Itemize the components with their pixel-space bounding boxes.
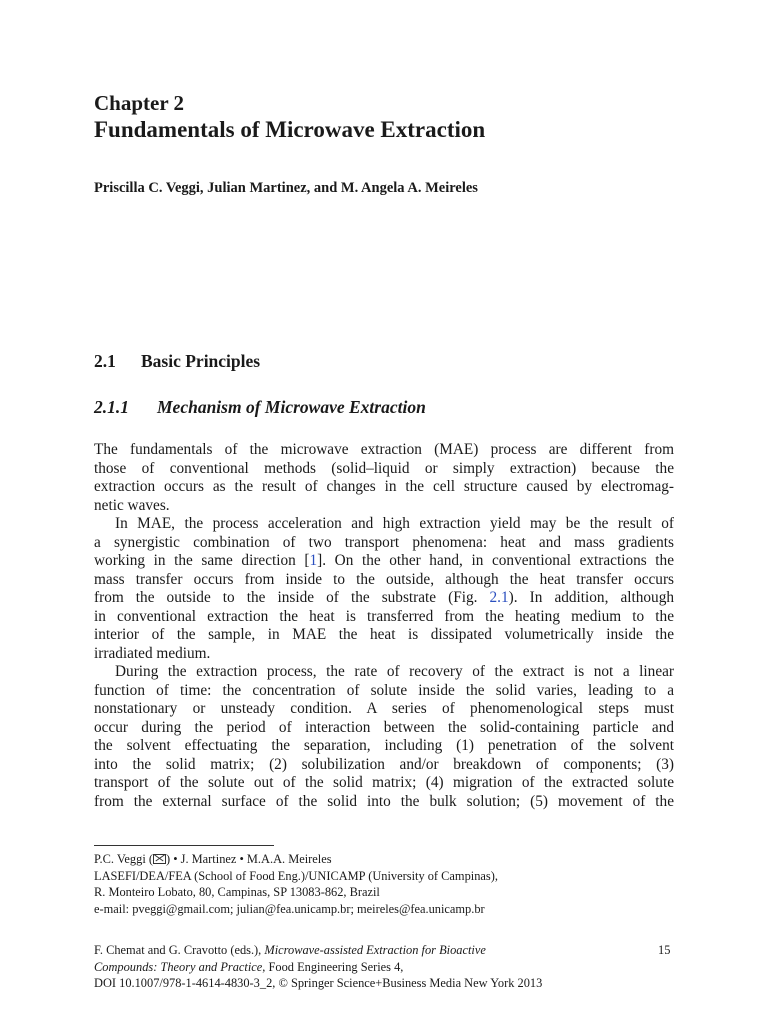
text-line: irradiated medium. bbox=[94, 644, 211, 662]
text-line: from the external surface of the solid into the bulk solution; (5) movement of the bbox=[94, 792, 674, 810]
citation-line: Compounds: Theory and Practice, Food Engineering Series 4, bbox=[94, 959, 404, 974]
footnote-line: P.C. Veggi ( ) • J. Martinez • M.A.A. Meireles bbox=[94, 852, 332, 866]
citation-doi: DOI 10.1007/978-1-4614-4830-3_2, © Springer Science+Business Media New York 2013 bbox=[94, 976, 543, 990]
subsection-title: Mechanism of Microwave Extraction bbox=[157, 397, 426, 417]
text-line: interior of the sample, in MAE the heat is dissipated volumetrically inside the bbox=[94, 626, 674, 643]
figure-link[interactable]: 2.1 bbox=[489, 589, 509, 606]
author-footnote bbox=[94, 851, 674, 917]
text-line: netic waves. bbox=[94, 496, 170, 514]
envelope-icon bbox=[153, 854, 166, 864]
citation-line: F. Chemat and G. Cravotto (eds.), Microwave-assisted Extraction for Bioactive bbox=[94, 943, 486, 957]
text-line: in conventional extraction the heat is transferred from the heating medium to the bbox=[94, 607, 674, 625]
page-number: 15 bbox=[658, 943, 671, 957]
reference-link[interactable]: 1 bbox=[309, 552, 318, 569]
chapter-authors: Priscilla C. Veggi, Julian Martinez, and M. Angela A. Meireles bbox=[94, 180, 478, 196]
footnote-email: e-mail: pveggi@gmail.com; julian@fea.unicamp.br; meireles@fea.unicamp.br bbox=[94, 901, 485, 916]
footnote-line: LASEFI/DEA/FEA (School of Food Eng.)/UNICAMP (University of Campinas), bbox=[94, 868, 498, 883]
paragraph-1 bbox=[94, 441, 674, 515]
paragraph-3 bbox=[94, 663, 674, 811]
body-text bbox=[94, 441, 674, 811]
section-title: Basic Principles bbox=[141, 351, 261, 371]
paragraph-2 bbox=[94, 515, 674, 663]
text-line: from the outside to the inside of the substrate (Fig. 2.1). In addition, although bbox=[94, 589, 675, 606]
footnote-divider bbox=[94, 845, 274, 846]
text-line: function of time: the concentration of solute inside the solid varies, leading to a bbox=[94, 681, 674, 699]
chapter-title: Fundamentals of Microwave Extraction bbox=[94, 117, 486, 142]
text-line: those of conventional methods (solid–liquid or simply extraction) because the bbox=[94, 459, 674, 477]
footnote-line: R. Monteiro Lobato, 80, Campinas, SP 13083-862, Brazil bbox=[94, 885, 380, 899]
text-line: a synergistic combination of two transport phenomena: heat and mass gradients bbox=[94, 533, 674, 551]
text-line: into the solid matrix; (2) solubilization and/or breakdown of components; (3) bbox=[94, 755, 674, 773]
text-line: In MAE, the process acceleration and high extraction yield may be the result of bbox=[115, 515, 674, 532]
text-line: the solvent effectuating the separation, including (1) penetration of the solvent bbox=[94, 737, 674, 754]
text-line: transport of the solute out of the solid matrix; (4) migration of the extracted solute bbox=[94, 774, 674, 791]
text-line: occur during the period of interaction between the solid-containing particle and bbox=[94, 718, 674, 736]
text-line: During the extraction process, the rate of recovery of the extract is not a linear bbox=[115, 663, 674, 680]
text-line: The fundamentals of the microwave extraction (MAE) process are different from bbox=[94, 441, 674, 458]
text-line: nonstationary or unsteady condition. A series of phenomenological steps must bbox=[94, 700, 674, 717]
text-line: working in the same direction [1]. On the other hand, in conventional extractions the bbox=[94, 552, 674, 569]
text-line: mass transfer occurs from inside to the outside, although the heat transfer occurs bbox=[94, 570, 674, 588]
text-line: extraction occurs as the result of changes in the cell structure caused by electromag- bbox=[94, 478, 674, 495]
subsection-number: 2.1.1 bbox=[94, 397, 129, 417]
subsection-heading bbox=[94, 396, 674, 418]
chapter-label: Chapter 2 bbox=[94, 91, 185, 115]
book-citation bbox=[94, 942, 564, 992]
section-number: 2.1 bbox=[94, 351, 116, 371]
section-heading bbox=[94, 350, 674, 372]
